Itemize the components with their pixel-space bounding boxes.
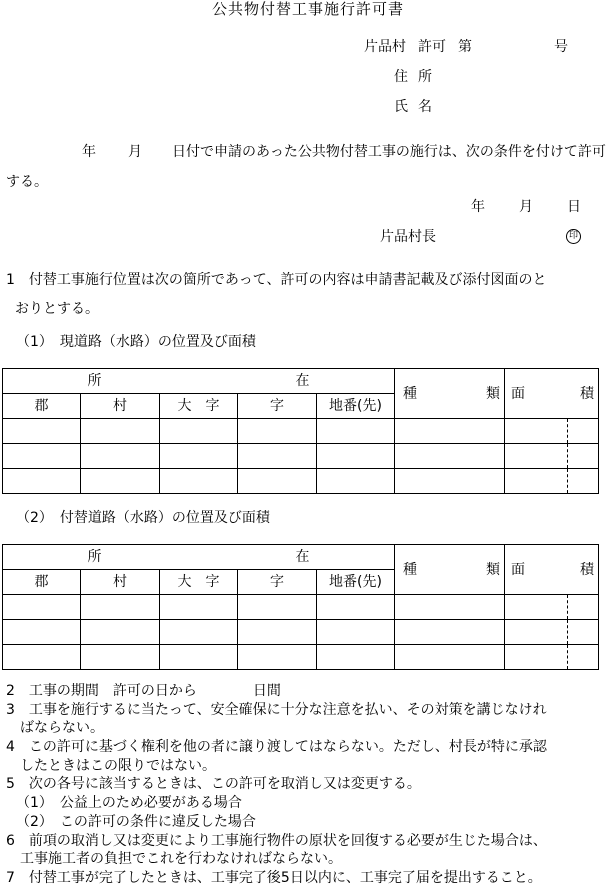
- column-chiban: 地番(先): [317, 570, 395, 595]
- column-mura: 村: [81, 394, 160, 419]
- village-name: 片品村: [364, 39, 406, 55]
- address-label: 住所: [394, 69, 442, 85]
- condition-7: 7 付替工事が完了したときは、工事完了後5日以内に、工事完了届を提出すること。: [6, 869, 542, 886]
- kind-header: 種 類: [395, 545, 505, 595]
- condition-5-2: （2） この許可の条件に違反した場合: [16, 813, 256, 830]
- dai-label: 第: [458, 39, 472, 55]
- clause-1-line1: 1 付替工事施行位置は次の箇所であって、許可の内容は申請書記載及び添付図面のと: [6, 272, 547, 288]
- condition-5-1: （1） 公益上のため必要がある場合: [16, 795, 242, 812]
- conditions-list: [6, 682, 616, 888]
- column-aza: 字: [238, 394, 317, 419]
- go-label: 号: [554, 39, 568, 55]
- column-aza: 字: [238, 570, 317, 595]
- condition-3-cont: ばならない。: [20, 720, 104, 737]
- date-day: 日: [567, 199, 581, 215]
- current-road-table: [2, 368, 599, 494]
- intro-month: 月: [128, 144, 142, 160]
- date-month: 月: [519, 199, 533, 215]
- name-label: 氏名: [394, 99, 442, 115]
- table-row: [3, 645, 599, 670]
- section-heading-replacement: （2） 付替道路（水路）の位置及び面積: [16, 510, 270, 526]
- location-header: 所 在: [3, 545, 395, 570]
- column-gun: 郡: [3, 394, 81, 419]
- condition-4: 4 この許可に基づく権利を他の者に譲り渡してはならない。ただし、村長が特に承認: [6, 739, 547, 756]
- kind-header: 種 類: [395, 369, 505, 419]
- intro-year: 年: [82, 144, 96, 160]
- condition-6: 6 前項の取消し又は変更により工事施行物件の原状を回復する必要が生じた場合は、: [6, 832, 547, 849]
- seal-mark: 印: [566, 229, 581, 244]
- issue-date: [471, 200, 581, 214]
- condition-3: 3 工事を施行するに当たって、安全確保に十分な注意を払い、その対策を講じなけれ: [6, 701, 547, 718]
- column-oaza: 大 字: [160, 570, 238, 595]
- intro-paragraph: [6, 137, 612, 197]
- column-chiban: 地番(先): [317, 394, 395, 419]
- intro-text: 日付で申請のあった公共物付替工事の施行は、次の条件を付けて許可する。: [6, 144, 606, 190]
- column-gun: 郡: [3, 570, 81, 595]
- clause-1: [6, 266, 614, 324]
- area-header: 面 積: [505, 545, 599, 595]
- area-header: 面 積: [505, 369, 599, 419]
- column-oaza: 大 字: [160, 394, 238, 419]
- section-heading-current: （1） 現道路（水路）の位置及び面積: [16, 334, 256, 350]
- location-header: 所 在: [3, 369, 395, 394]
- condition-5: 5 次の各号に該当するときは、この許可を取消し又は変更する。: [6, 776, 421, 793]
- condition-6-cont: 工事施工者の負担でこれを行わなければならない。: [20, 851, 342, 868]
- table-row: [3, 444, 599, 469]
- condition-2: 2 工事の期間 許可の日から 日間: [6, 683, 281, 699]
- column-mura: 村: [81, 570, 160, 595]
- table-row: [3, 469, 599, 494]
- condition-4-cont: したときはこの限りではない。: [20, 757, 216, 774]
- permit-label: 許可: [418, 39, 446, 55]
- mayor-signature: 片品村長: [380, 229, 436, 245]
- date-year: 年: [471, 199, 485, 215]
- table-row: [3, 595, 599, 620]
- clause-1-line2: おりとする。: [15, 301, 99, 317]
- table-row: [3, 419, 599, 444]
- document-title: 公共物付替工事施行許可書: [211, 0, 404, 18]
- replacement-road-table: [2, 544, 599, 670]
- permit-number-line: [364, 40, 568, 54]
- table-row: [3, 620, 599, 645]
